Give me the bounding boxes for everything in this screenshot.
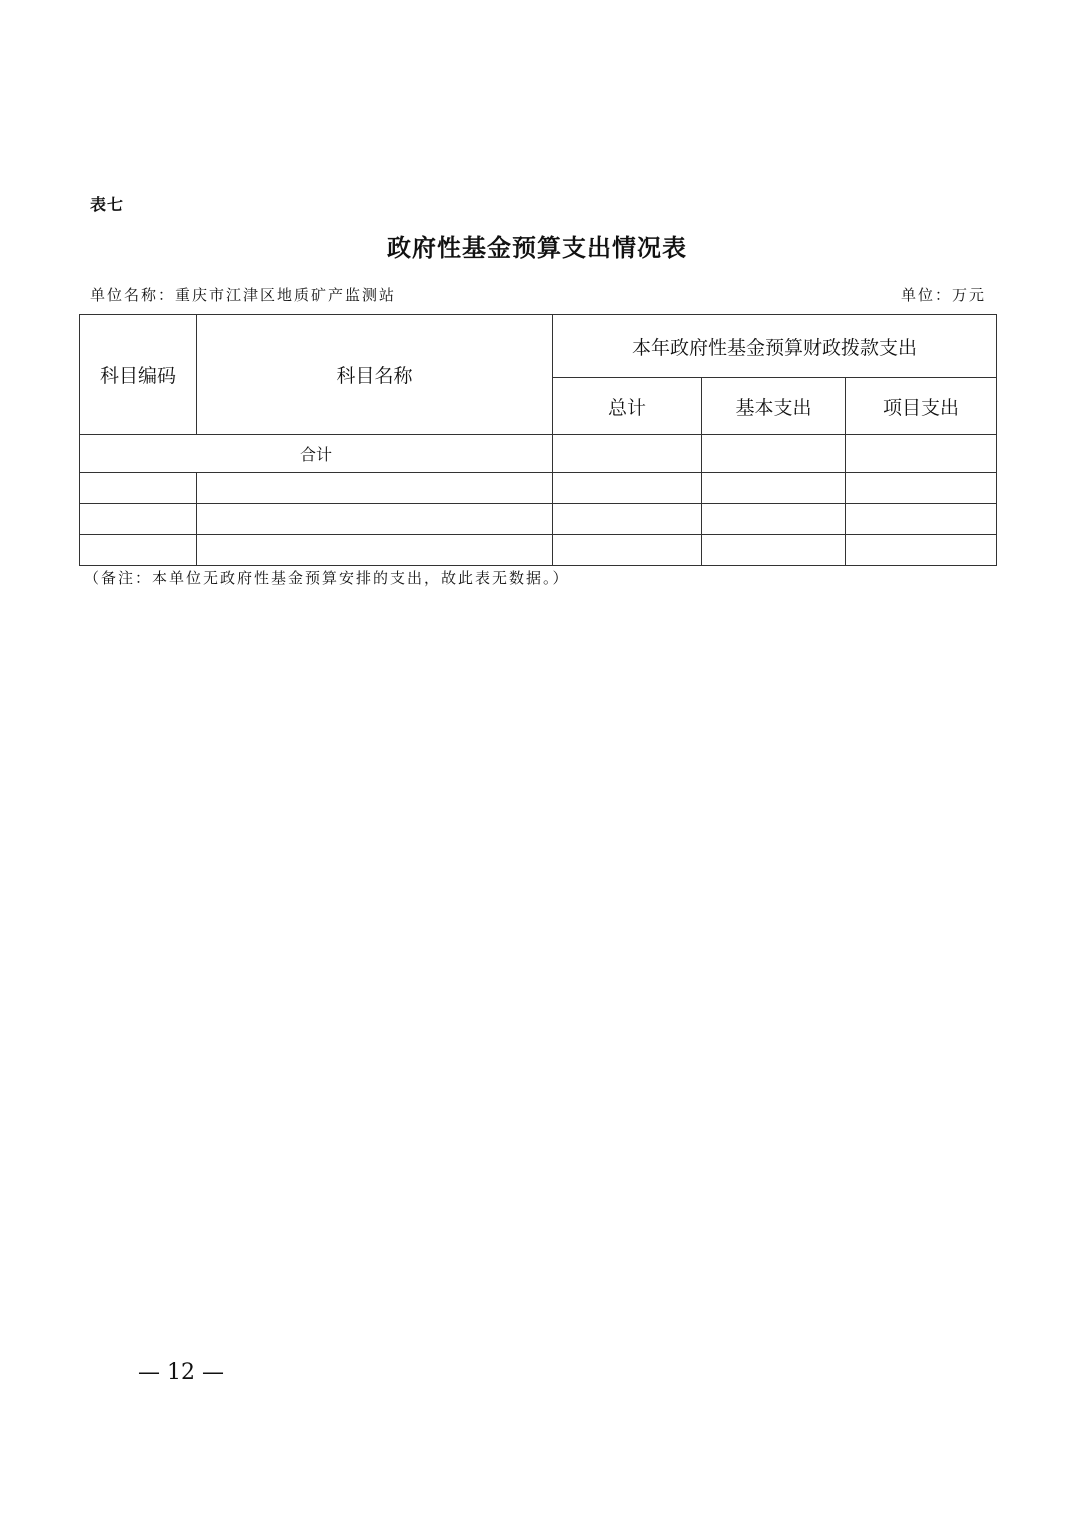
total-cell-total xyxy=(553,435,702,473)
cell-basic xyxy=(702,535,846,566)
header-subject-code: 科目编码 xyxy=(80,315,197,435)
cell-name xyxy=(197,473,553,504)
cell-name xyxy=(197,535,553,566)
cell-basic xyxy=(702,504,846,535)
cell-code xyxy=(80,535,197,566)
cell-total xyxy=(553,535,702,566)
cell-project xyxy=(846,504,997,535)
document-title: 政府性基金预算支出情况表 xyxy=(387,233,687,262)
header-row-1 xyxy=(80,315,997,378)
page-number: — 12 — xyxy=(138,1360,224,1385)
header-total: 总计 xyxy=(553,378,702,435)
header-group-expenditure: 本年政府性基金预算财政拨款支出 xyxy=(553,315,997,378)
total-row xyxy=(80,435,997,473)
header-subject-name: 科目名称 xyxy=(197,315,553,435)
unit-name: 单位名称：重庆市江津区地质矿产监测站 xyxy=(90,286,397,304)
cell-name xyxy=(197,504,553,535)
total-cell-project xyxy=(846,435,997,473)
table-row xyxy=(80,473,997,504)
table-note: （备注：本单位无政府性基金预算安排的支出，故此表无数据。） xyxy=(84,569,570,587)
cell-basic xyxy=(702,473,846,504)
cell-project xyxy=(846,473,997,504)
total-row-label: 合计 xyxy=(80,435,553,473)
cell-total xyxy=(553,504,702,535)
table-row xyxy=(80,504,997,535)
table-row xyxy=(80,535,997,566)
total-cell-basic xyxy=(702,435,846,473)
unit-measure: 单位：万元 xyxy=(900,286,986,304)
cell-total xyxy=(553,473,702,504)
header-project-expenditure: 项目支出 xyxy=(846,378,997,435)
cell-project xyxy=(846,535,997,566)
table-label: 表七 xyxy=(90,195,125,214)
budget-table xyxy=(79,314,997,566)
cell-code xyxy=(80,504,197,535)
cell-code xyxy=(80,473,197,504)
header-basic-expenditure: 基本支出 xyxy=(702,378,846,435)
